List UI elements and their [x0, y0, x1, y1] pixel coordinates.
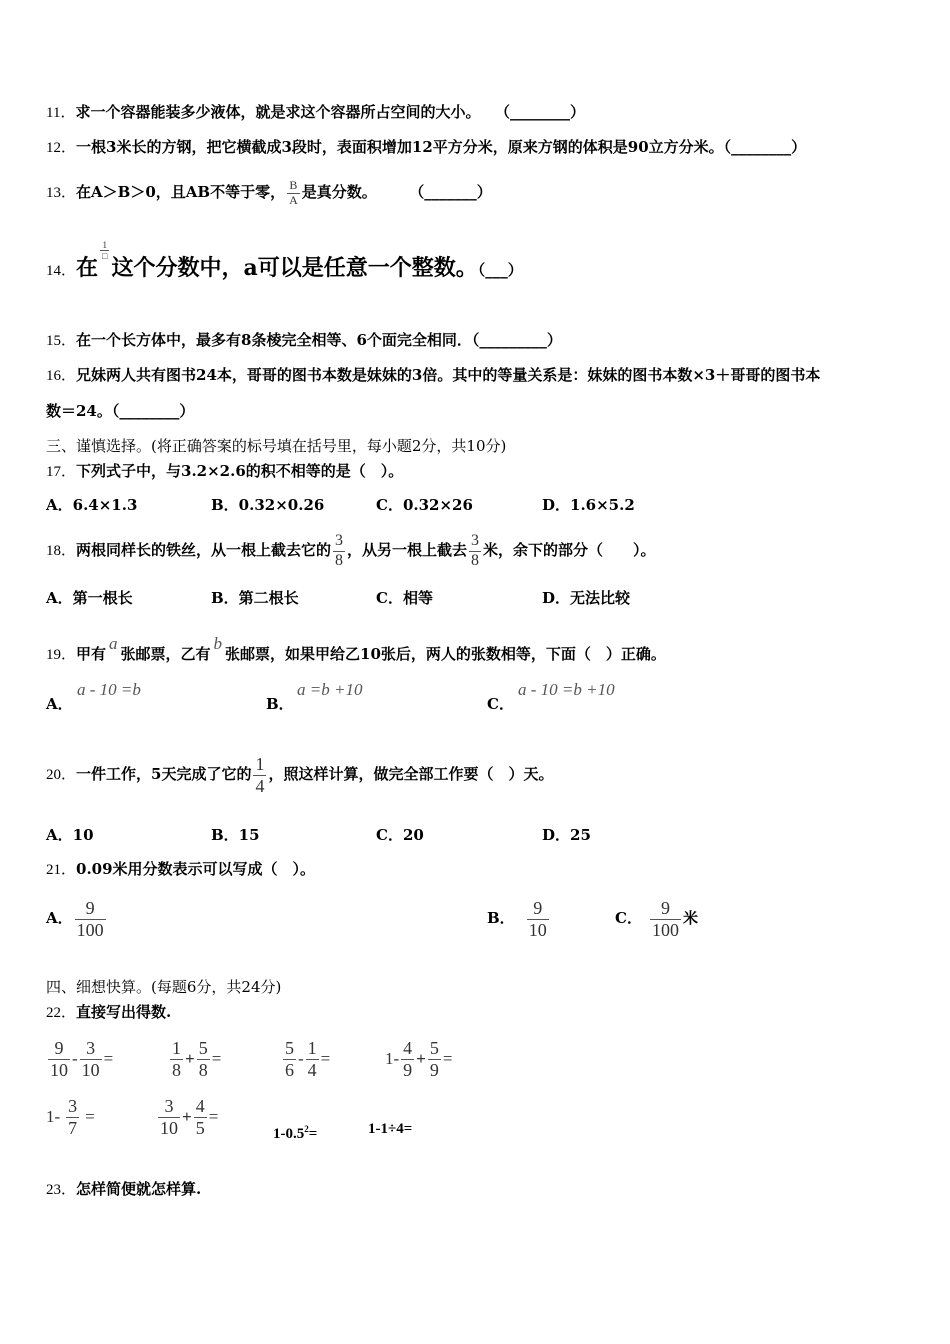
q20-option-a: A．10 — [46, 826, 94, 844]
question-20: 20．一件工作，5天完成了它的 $\frac{1}{4}$ ，照这样计算，做完全部工作要（ ）天。 — [46, 753, 554, 796]
question-23: 23．怎样简便就怎样算. — [46, 1180, 202, 1198]
q19-option-a-label: A． — [46, 695, 73, 713]
calc-row1-item1: $\frac{9}{10}$ - $\frac{3}{10}$ = — [50, 1037, 114, 1080]
question-21: 21．0.09米用分数表示可以写成（ ）。 — [46, 860, 316, 878]
fraction-3-8-second: $\frac{3}{8}$ — [471, 532, 480, 569]
section-3-heading: 三、谨慎选择。(将正确答案的标号填在括号里，每小题2分，共10分) — [46, 437, 507, 455]
q21-option-b: B． $\frac{9}{10}$ — [487, 897, 547, 940]
q18-option-d: D．无法比较 — [542, 589, 631, 607]
fraction-1-4: $\frac{1}{4}$ — [255, 753, 265, 796]
q17-option-d: D．1.6×5.2 — [542, 496, 635, 514]
q19-option-b-label: B． — [266, 695, 294, 713]
q20-option-b: B．15 — [211, 826, 260, 844]
fraction-9-10: $\frac{9}{10}$ — [528, 897, 547, 940]
question-16-line2: 数＝24。（________） — [46, 402, 195, 420]
question-17: 17．下列式子中，与3.2×2.6的积不相等的是（ ）。 — [46, 462, 404, 480]
variable-b: b — [213, 634, 223, 653]
question-11: 11．求一个容器能装多少液体，就是求这个容器所占空间的大小。 （________） — [46, 103, 585, 121]
variable-a: a — [109, 634, 118, 653]
calc-row2-item1: 1- $\frac{3}{7}$ = — [46, 1095, 95, 1138]
q20-option-d: D．25 — [542, 826, 591, 844]
q19-option-b-expr: a =b +10 — [297, 680, 363, 699]
question-13: 13．在A＞B＞0，且AB不等于零， $\frac{B}{A}$ 是真分数。 （_______） — [46, 177, 492, 207]
q18-option-c: C．相等 — [376, 589, 433, 607]
q17-option-c: C．0.32×26 — [376, 496, 473, 514]
fraction-b-over-a: $\frac{B}{A}$ — [289, 177, 298, 207]
section-4-heading: 四、细想快算。(每题6分，共24分) — [46, 978, 282, 996]
q21-option-c: C． $\frac{9}{100}$ 米 — [615, 897, 698, 940]
calc-row1-item3: $\frac{5}{6}$ - $\frac{1}{4}$ = — [285, 1037, 331, 1080]
fraction-3-8-first: $\frac{3}{8}$ — [335, 532, 344, 569]
q17-option-a: A．6.4×1.3 — [46, 496, 138, 514]
calc-row1-item4: 1- $\frac{4}{9}$ + $\frac{5}{9}$ = — [385, 1037, 453, 1080]
calc-row1-item2: $\frac{1}{8}$ + $\frac{5}{8}$ = — [172, 1037, 222, 1080]
calc-row2-item4: 1-1÷4= — [368, 1121, 413, 1137]
question-22: 22．直接写出得数. — [46, 1003, 172, 1021]
q21-option-a: A． $\frac{9}{100}$ — [46, 897, 104, 940]
q19-option-c-expr: a - 10 =b +10 — [518, 680, 615, 699]
question-19: 19．甲有a张邮票，乙有b张邮票，如果甲给乙10张后，两人的张数相等，下面（ ）正确。 — [46, 634, 666, 663]
question-15: 15．在一个长方体中，最多有8条棱完全相等、6个面完全相同．（_________） — [46, 331, 562, 349]
question-18: 18．两根同样长的铁丝，从一根上截去它的 $\frac{3}{8}$ ，从另一根上截去 $\frac{3}{8}$ 米，余下的部分（ ）。 — [46, 532, 656, 569]
fraction-9-100-a: $\frac{9}{100}$ — [76, 897, 104, 940]
calc-row2-item2: $\frac{3}{10}$ + $\frac{4}{5}$ = — [160, 1095, 219, 1138]
calc-row2-item3: $1-0.5^2=$ — [273, 1124, 318, 1142]
q17-option-b: B．0.32×0.26 — [211, 496, 325, 514]
question-16-line1: 16．兄妹两人共有图书24本，哥哥的图书本数是妹妹的3倍。其中的等量关系是：妹妹的图书本数×3＋哥哥的图书本 — [46, 366, 821, 384]
q18-option-a: A．第一根长 — [46, 589, 133, 607]
fraction-9-100-c: $\frac{9}{100}$ — [651, 897, 679, 940]
q18-option-b: B．第二根长 — [211, 589, 299, 607]
fraction-1-over-box: $\frac{1}{□}$ — [102, 240, 108, 262]
question-14: 14．在 $\frac{1}{□}$ 这个分数中，a可以是任意一个整数。（___） — [46, 240, 523, 281]
question-12: 12．一根3米长的方钢，把它横截成3段时，表面积增加12平方分米，原来方钢的体积是90立方分米。（________） — [46, 138, 807, 156]
q19-option-c-label: C． — [487, 695, 514, 713]
q20-option-c: C．20 — [376, 826, 424, 844]
q19-option-a-expr: a - 10 =b — [77, 680, 141, 699]
